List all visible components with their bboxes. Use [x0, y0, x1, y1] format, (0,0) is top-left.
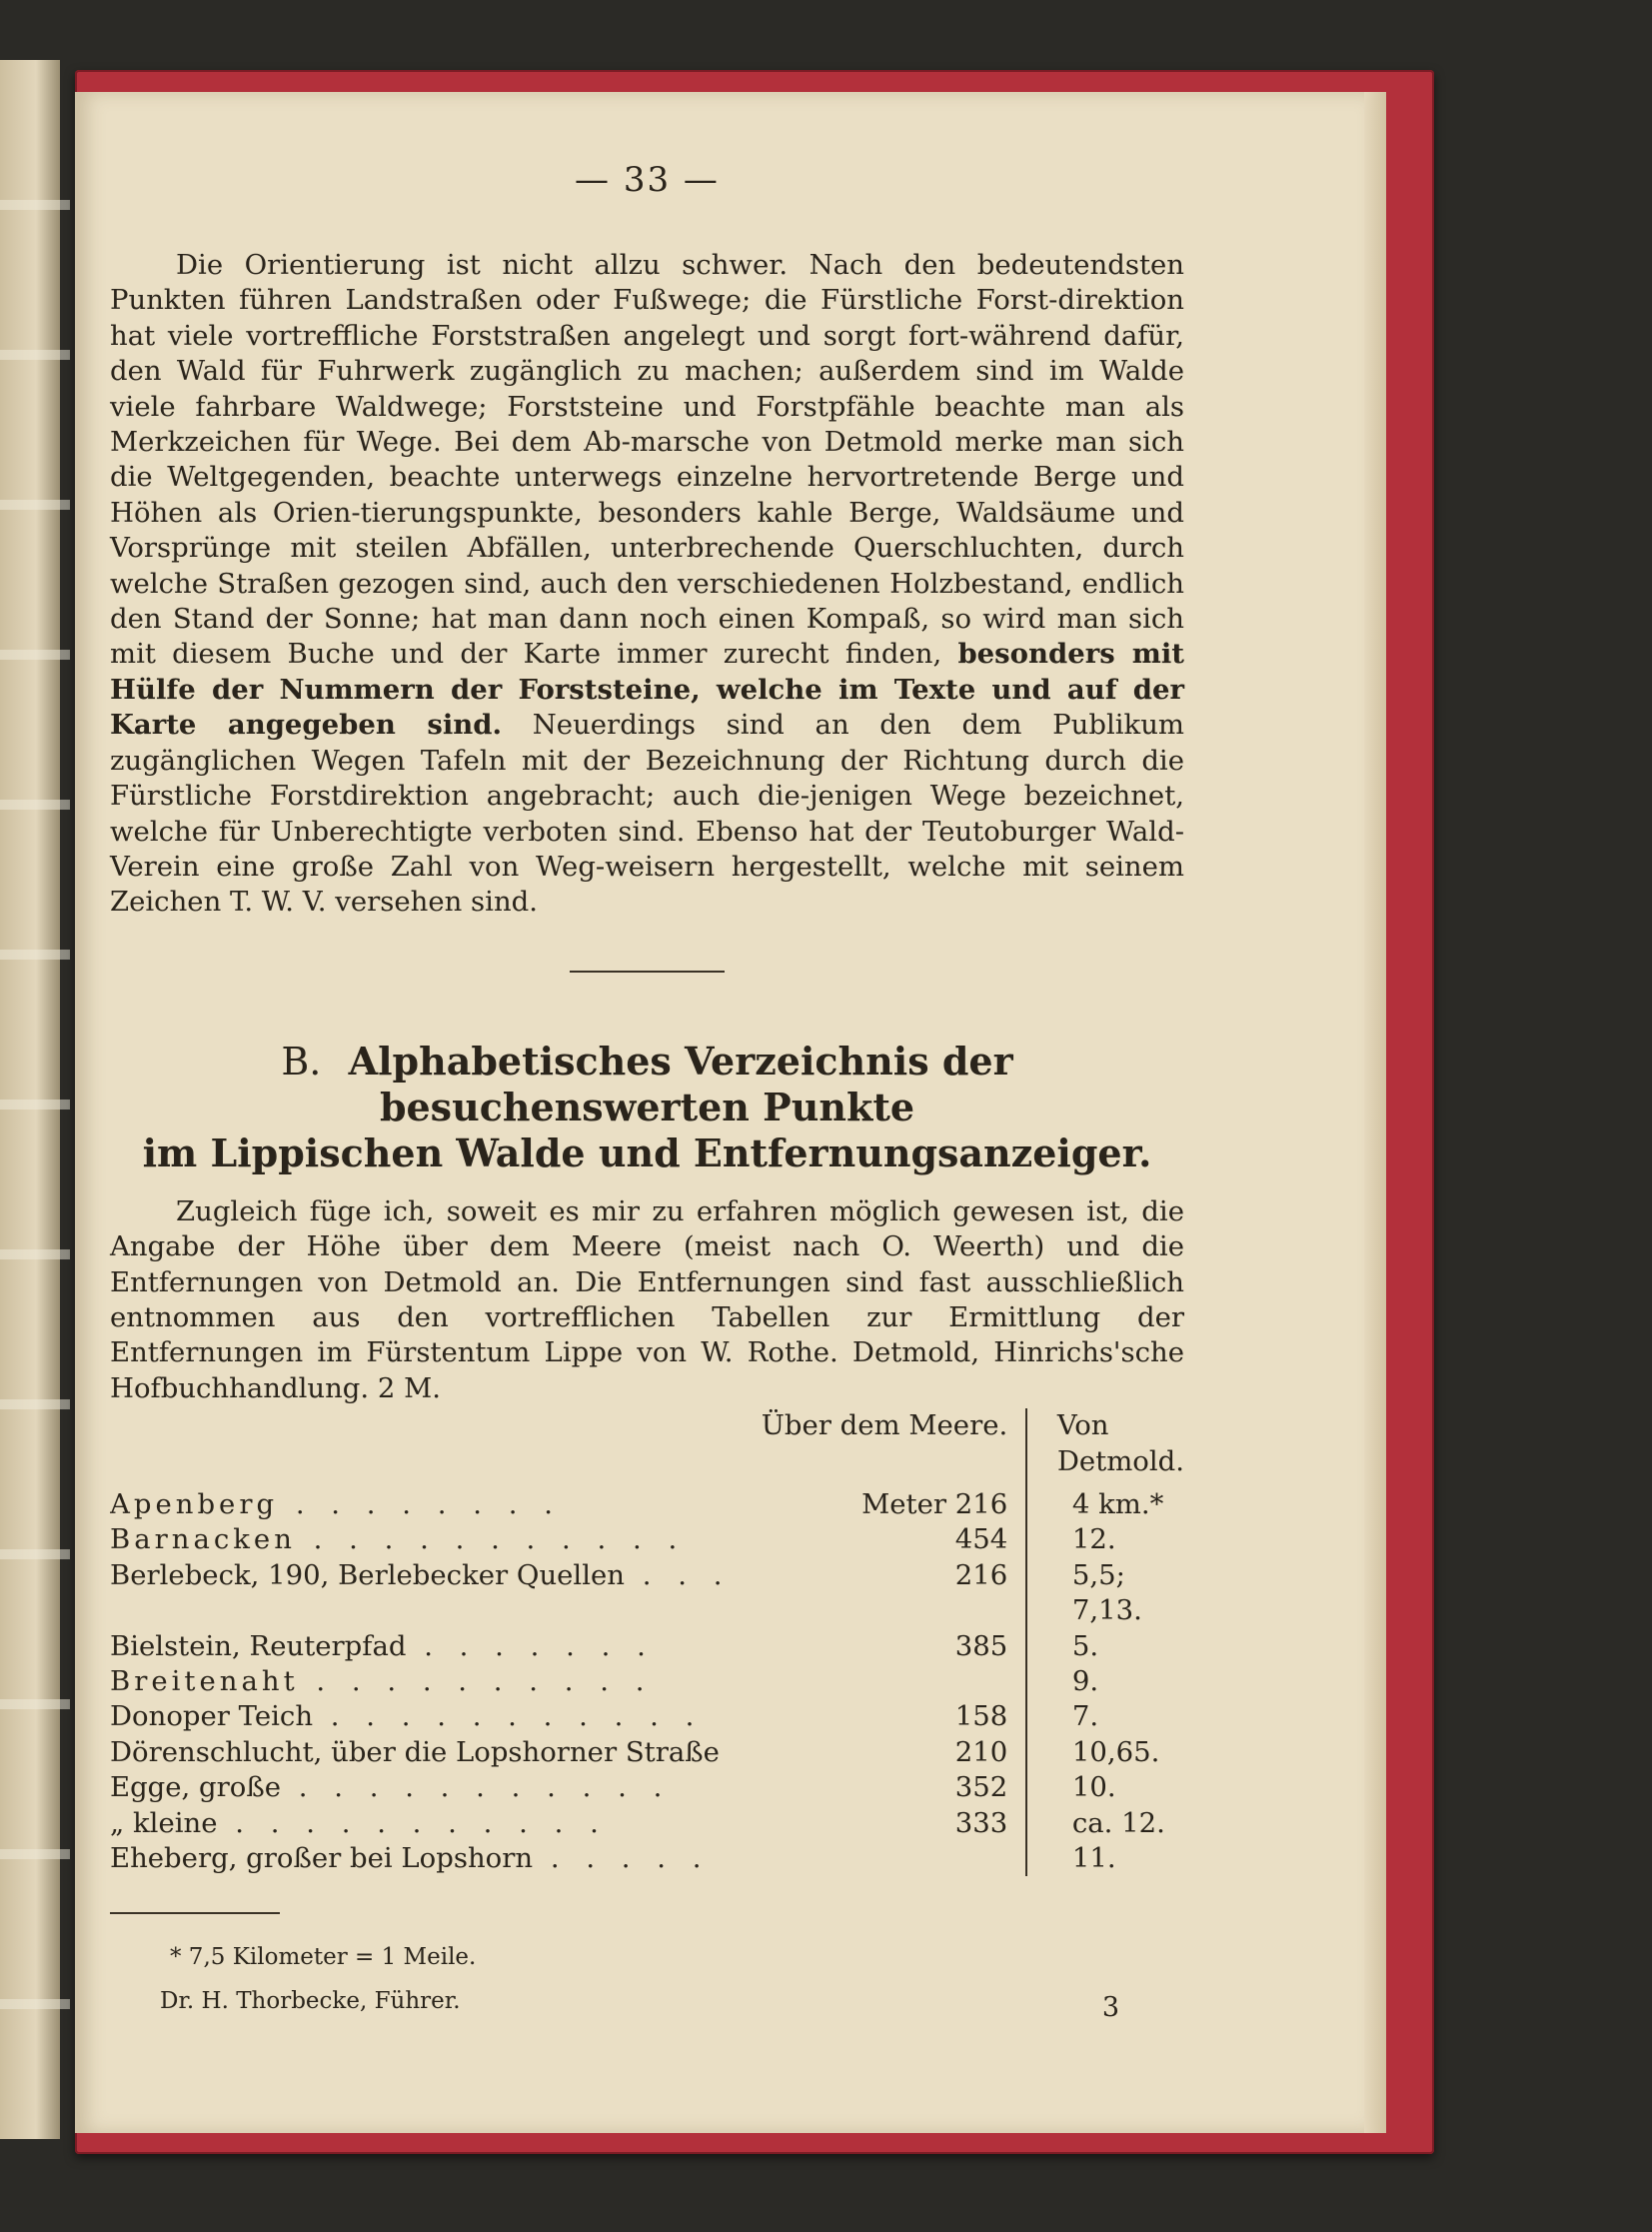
- paragraph-text-1: Die Orientierung ist nicht allzu schwer. Nach den bedeutendsten Punkten führen Landstraßen oder Fußwege; die Fürstliche Forst-direktion hat viele vortreffliche Forststraßen angelegt und sorgt fort-während dafür, den Wald für Fuhrwerk zugänglich zu machen; außerdem sind im Walde viele fahrbare Waldwege; Forststeine und Forstpfähle beachte man als Merkzeichen für Wege. Bei dem Ab-marsche von Detmold merke man sich die Weltgegenden, beachte unterwegs einzelne hervortretende Berge und Höhen als Orien-tierungspunkte, besonders kahle Berge, Waldsäume und Vorsprünge mit steilen Abfällen, unterbrechende Querschluchten, durch welche Straßen gezogen sind, auch den verschiedenen Holzbestand, endlich den Stand der Sonne; hat man dann noch einen Kompaß, so wird man sich mit diesem Buche und der Karte immer zurecht finden,: [110, 249, 1184, 671]
- section-title-line2: im Lippischen Walde und Entfernungsanzeiger.: [142, 1129, 1152, 1175]
- place-name: Dörenschlucht, über die Lopshorner Straße: [110, 1735, 720, 1768]
- leader-dots: . . . . . . .: [406, 1629, 655, 1662]
- column-header-distance: Von Detmold.: [1056, 1409, 1185, 1477]
- table-row: [110, 1629, 1184, 1664]
- place-name: Barnacken: [110, 1523, 296, 1556]
- signature-mark: 3: [1101, 1992, 1119, 2024]
- section-divider: [570, 971, 725, 973]
- leader-dots: . . . . . . . . . . .: [295, 1523, 687, 1556]
- section-prefix: B.: [281, 1039, 322, 1084]
- distance-value: 4 km.*: [1071, 1487, 1164, 1520]
- table-row: [110, 1522, 1184, 1557]
- footer-author: Dr. H. Thorbecke, Führer.: [160, 1988, 461, 2015]
- leader-dots: . . . . .: [533, 1842, 711, 1875]
- table-row: [110, 1770, 1184, 1805]
- table-body: [110, 1487, 1184, 1876]
- place-name: Breitenaht: [110, 1665, 299, 1697]
- leader-dots: . . . . . . . . . . .: [281, 1771, 672, 1804]
- height-unit: Meter: [861, 1487, 955, 1520]
- column-header-height: Über dem Meere.: [761, 1409, 1008, 1442]
- place-name: Apenberg: [110, 1487, 279, 1520]
- table-row: [110, 1841, 1184, 1876]
- leader-dots: . . . . . . . . . . .: [313, 1700, 704, 1733]
- section-heading: [110, 1039, 1184, 1176]
- distance-value: 12.: [1071, 1523, 1116, 1556]
- place-name: Donoper Teich: [110, 1700, 314, 1733]
- distance-value: 10,65.: [1071, 1735, 1160, 1768]
- paragraph-text-2: Neuerdings sind an den dem Publikum zugänglichen Wegen Tafeln mit der Bezeichnung der Richtung durch die Fürstliche Forstdirektion angebracht; auch die-jenigen Wege bezeichnet, welche für Unberechtigte verboten sind. Ebenso hat der Teutoburger Wald-Verein eine große Zahl von Weg-weisern hergestellt, welche mit seinem Zeichen T. W. V. versehen sind.: [110, 709, 1184, 919]
- footnote: * 7,5 Kilometer = 1 Meile.: [170, 1944, 477, 1971]
- distance-value: 9.: [1071, 1665, 1099, 1697]
- distance-value: 7.: [1071, 1700, 1099, 1733]
- table-row: [110, 1664, 1184, 1699]
- page-content: [110, 160, 1184, 2023]
- place-name: Berlebeck, 190, Berlebecker Quellen: [110, 1558, 626, 1591]
- table-row: [110, 1735, 1184, 1770]
- leader-dots: . . . . . . . . . .: [298, 1665, 654, 1697]
- binding-thread: [0, 60, 70, 2139]
- intro-paragraph: Zugleich füge ich, soweit es mir zu erfahren möglich gewesen ist, die Angabe der Höhe über dem Meere (meist nach O. Weerth) und die Entfernungen von Detmold an. Die Entfernungen sind fast ausschließlich entnommen aus den vortrefflichen Tabellen zur Ermittlung der Entfernungen im Fürstentum Lippe von W. Rothe. Detmold, Hinrichs'sche Hofbuchhandlung. 2 M.: [110, 1194, 1184, 1404]
- height-value: 216: [954, 1487, 1008, 1520]
- footnote-rule: [110, 1912, 280, 1914]
- place-name: Eheberg, großer bei Lopshorn: [110, 1842, 534, 1875]
- paragraph-text-bold: besonders mit Hülfe der Nummern der Forststeine, welche im Texte und auf der Karte angegeben sind.: [110, 638, 1185, 742]
- distance-value: ca. 12.: [1071, 1806, 1165, 1839]
- section-title-line1: Alphabetisches Verzeichnis der besuchenswerten Punkte: [348, 1038, 1013, 1129]
- table-row: [110, 1487, 1184, 1522]
- place-name: „ kleine: [110, 1806, 218, 1839]
- table-row: [110, 1806, 1184, 1841]
- distance-value: 5.: [1071, 1629, 1099, 1662]
- leader-dots: . . . . . . . .: [278, 1487, 562, 1520]
- page-footer: [160, 1988, 1119, 2023]
- leader-dots: . . .: [625, 1558, 732, 1591]
- table-row: [110, 1699, 1184, 1734]
- table-row: [110, 1558, 1184, 1629]
- page-number: — 33 —: [575, 160, 720, 200]
- distance-value: 10.: [1071, 1771, 1116, 1804]
- orientation-paragraph: [110, 248, 1184, 921]
- height-value: 158: [954, 1700, 1008, 1733]
- distance-value: 5,5; 7,13.: [1071, 1558, 1142, 1627]
- place-name: Bielstein, Reuterpfad: [110, 1629, 407, 1662]
- place-name: Egge, große: [110, 1771, 281, 1804]
- distance-table: [110, 1408, 1184, 1876]
- height-value: 333: [954, 1806, 1008, 1839]
- height-value: 352: [954, 1771, 1008, 1804]
- height-value: 210: [954, 1735, 1008, 1768]
- height-value: 385: [954, 1629, 1008, 1662]
- height-value: 216: [954, 1558, 1008, 1591]
- leader-dots: . . . . . . . . . . .: [217, 1806, 608, 1839]
- distance-value: 11.: [1071, 1842, 1116, 1875]
- table-header-row: [110, 1408, 1184, 1487]
- height-value: 454: [954, 1523, 1008, 1556]
